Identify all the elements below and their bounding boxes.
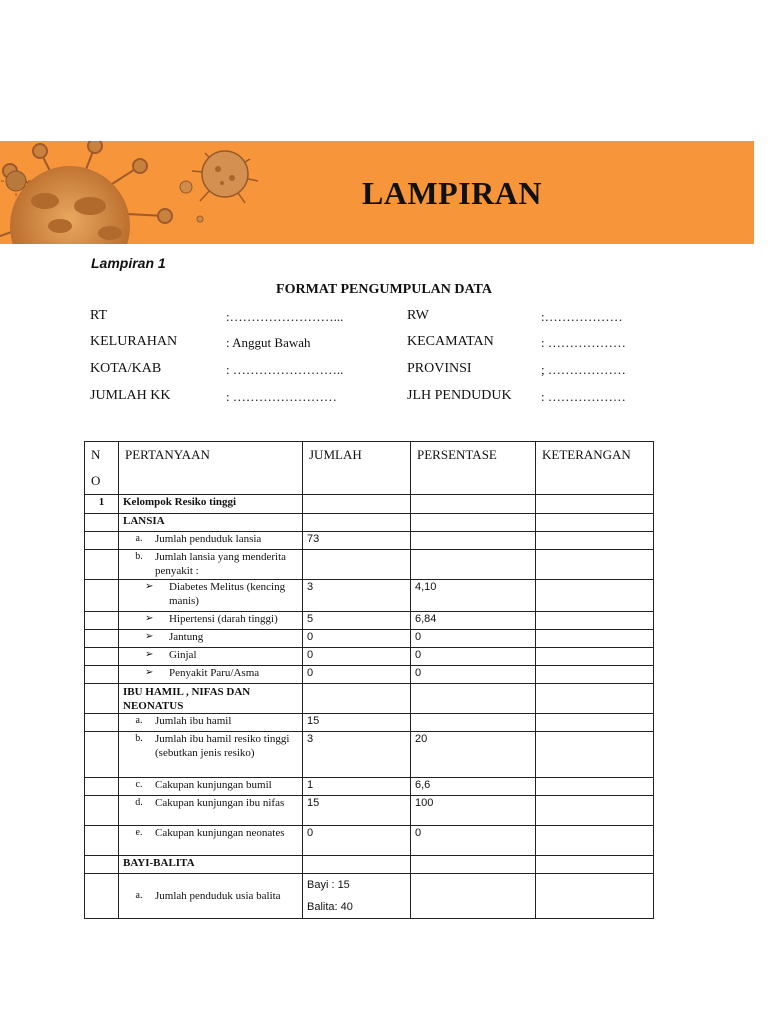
jumlah-cell: 15	[303, 796, 411, 826]
persentase-cell: 6,84	[411, 612, 536, 630]
table-row	[85, 684, 654, 714]
persentase-cell: 4,10	[411, 580, 536, 612]
table-row	[85, 796, 654, 826]
table-row	[85, 874, 654, 919]
item-text: Jumlah penduduk usia balita	[155, 890, 281, 902]
arrow-bullet-icon: ➢	[145, 667, 154, 678]
item-marker: a.	[135, 715, 143, 726]
category-bayi-balita: BAYI-BALITA	[119, 856, 303, 874]
rw-value: :………………	[541, 309, 623, 324]
category-ibu-hamil: IBU HAMIL , NIFAS DAN NEONATUS	[119, 684, 303, 714]
item-text: Hipertensi (darah tinggi)	[169, 613, 278, 625]
item-text: Diabetes Melitus (kencing manis)	[169, 581, 286, 607]
arrow-bullet-icon: ➢	[145, 631, 154, 642]
item-text: Jumlah ibu hamil	[155, 715, 232, 727]
appendix-subheading: Lampiran 1	[91, 255, 166, 271]
persentase-cell: 0	[411, 826, 536, 856]
header-pertanyaan: PERTANYAAN	[119, 442, 303, 495]
header-banner	[0, 141, 754, 244]
banner-title: LAMPIRAN	[362, 175, 542, 211]
kota-value: : ……………………..	[226, 362, 344, 377]
jumlah-cell: 0	[303, 826, 411, 856]
jumlah-cell: 73	[303, 532, 411, 550]
provinsi-label: PROVINSI	[407, 361, 472, 376]
item-marker: b.	[135, 551, 143, 562]
persentase-cell: 0	[411, 648, 536, 666]
table-row	[85, 580, 654, 612]
jumlah-kk-value: : ……………………	[226, 389, 337, 404]
item-text: Cakupan kunjungan neonates	[155, 827, 285, 839]
table-row	[85, 532, 654, 550]
item-marker: b.	[135, 733, 143, 744]
header-jumlah: JUMLAH	[303, 442, 411, 495]
item-text: Jumlah lansia yang menderita penyakit :	[155, 551, 287, 577]
arrow-bullet-icon: ➢	[145, 649, 154, 660]
item-marker: d.	[135, 797, 143, 808]
jumlah-cell: 1	[303, 778, 411, 796]
persentase-cell: 6,6	[411, 778, 536, 796]
item-text: Cakupan kunjungan ibu nifas	[155, 797, 285, 809]
category-lansia: LANSIA	[119, 514, 303, 532]
persentase-cell: 0	[411, 630, 536, 648]
table-row	[85, 612, 654, 630]
kecamatan-label: KECAMATAN	[407, 334, 494, 349]
data-table	[84, 441, 654, 919]
form-title: FORMAT PENGUMPULAN DATA	[276, 282, 492, 297]
item-text: Cakupan kunjungan bumil	[155, 779, 272, 791]
virus-medium-icon	[192, 151, 258, 203]
item-text: Jumlah ibu hamil resiko tinggi (sebutkan jenis resiko)	[155, 733, 290, 759]
kecamatan-value: : ………………	[541, 335, 626, 350]
jumlah-kk-label: JUMLAH KK	[90, 388, 171, 403]
jumlah-cell: 3	[303, 580, 411, 612]
jlh-penduduk-value: : ………………	[541, 389, 626, 404]
table-row	[85, 648, 654, 666]
rw-label: RW	[407, 308, 429, 323]
persentase-cell: 100	[411, 796, 536, 826]
item-text: Penyakit Paru/Asma	[169, 667, 260, 679]
virus-tiny-icon	[180, 181, 203, 222]
header-persentase: PERSENTASE	[411, 442, 536, 495]
item-marker: c.	[135, 779, 143, 790]
jumlah-cell: 5	[303, 612, 411, 630]
jumlah-cell: 0	[303, 648, 411, 666]
jumlah-cell: 3	[303, 732, 411, 778]
category-kelompok: Kelompok Resiko tinggi	[119, 495, 303, 514]
table-row	[85, 714, 654, 732]
item-marker: a.	[135, 890, 143, 901]
table-header-row	[85, 442, 654, 495]
kelurahan-value: : Anggut Bawah	[226, 335, 311, 350]
row-number: 1	[85, 495, 119, 514]
jumlah-cell: 15	[303, 714, 411, 732]
provinsi-value: ; ………………	[541, 362, 626, 377]
table-row	[85, 514, 654, 532]
jumlah-bayi: Bayi : 15	[307, 879, 350, 891]
arrow-bullet-icon: ➢	[145, 613, 154, 624]
item-marker: e.	[135, 827, 143, 838]
kota-label: KOTA/KAB	[90, 361, 162, 376]
table-row	[85, 856, 654, 874]
table-row	[85, 495, 654, 514]
kelurahan-label: KELURAHAN	[90, 334, 178, 349]
rt-value: :……………………...	[226, 309, 344, 324]
rt-label: RT	[90, 308, 108, 323]
jumlah-balita: Balita: 40	[307, 901, 353, 913]
item-text: Jantung	[169, 631, 204, 643]
table-row	[85, 666, 654, 684]
arrow-bullet-icon: ➢	[145, 581, 154, 592]
table-row	[85, 826, 654, 856]
item-marker: a.	[135, 533, 143, 544]
header-keterangan: KETERANGAN	[536, 442, 654, 495]
item-text: Jumlah penduduk lansia	[155, 533, 262, 545]
header-no: N O	[85, 442, 119, 495]
persentase-cell: 20	[411, 732, 536, 778]
item-text: Ginjal	[169, 649, 197, 661]
table-row	[85, 778, 654, 796]
jlh-penduduk-label: JLH PENDUDUK	[407, 388, 512, 403]
persentase-cell: 0	[411, 666, 536, 684]
table-row	[85, 732, 654, 778]
virus-large-icon	[0, 141, 172, 244]
table-row	[85, 550, 654, 580]
jumlah-cell: 0	[303, 666, 411, 684]
jumlah-cell: 0	[303, 630, 411, 648]
table-row	[85, 630, 654, 648]
